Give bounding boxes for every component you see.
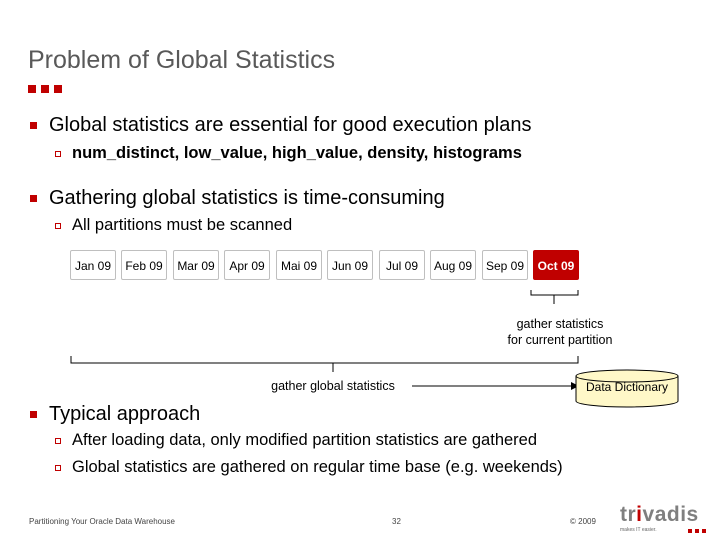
subbullet-square-icon — [55, 465, 61, 471]
bullet-typical-approach — [30, 403, 200, 426]
partition-mar: Mar 09 — [173, 250, 219, 280]
bullet-text: Global statistics are essential for good execution plans — [49, 114, 532, 136]
bullet-text: Gathering global statistics is time-consuming — [49, 187, 445, 209]
partition-jun: Jun 09 — [327, 250, 373, 280]
current-partition-label — [480, 316, 640, 348]
current-label-line2: for current partition — [507, 333, 613, 347]
current-partition-brace — [531, 290, 578, 304]
slide-title: Problem of Global Statistics — [28, 46, 336, 74]
logo-tagline: makes IT easier. — [620, 527, 657, 533]
subbullet-text: Global statistics are gathered on regular time base (e.g. weekends) — [72, 458, 563, 476]
partition-apr: Apr 09 — [224, 250, 270, 280]
partition-jan: Jan 09 — [70, 250, 116, 280]
subbullet-regular-time-base — [55, 458, 563, 477]
partition-mai: Mai 09 — [276, 250, 322, 280]
subbullet-after-loading — [55, 431, 537, 450]
footer-page-number: 32 — [392, 517, 401, 526]
subbullet-text: After loading data, only modified partition statistics are gathered — [72, 431, 538, 449]
logo-dots — [688, 529, 706, 533]
global-brace — [71, 356, 578, 372]
partition-feb: Feb 09 — [121, 250, 167, 280]
trivadis-logo: trivadis makes IT easier. — [620, 504, 699, 533]
partition-sep: Sep 09 — [482, 250, 528, 280]
footer-presentation-title: Partitioning Your Oracle Data Warehouse — [29, 517, 176, 526]
partition-oct-current: Oct 09 — [533, 250, 579, 280]
partition-aug: Aug 09 — [430, 250, 476, 280]
bullet-text: Typical approach — [49, 403, 201, 425]
partition-jul: Jul 09 — [379, 250, 425, 280]
subbullet-text: All partitions must be scanned — [72, 216, 293, 234]
data-dictionary-label: Data Dictionary — [585, 380, 669, 394]
current-label-line1: gather statistics — [516, 317, 604, 331]
footer-copyright: © 2009 — [570, 517, 596, 526]
bullet-square-icon — [30, 411, 37, 418]
subbullet-text: num_distinct, low_value, high_value, density, histograms — [72, 144, 522, 162]
global-statistics-label: gather global statistics — [271, 379, 395, 393]
subbullet-square-icon — [55, 438, 61, 444]
